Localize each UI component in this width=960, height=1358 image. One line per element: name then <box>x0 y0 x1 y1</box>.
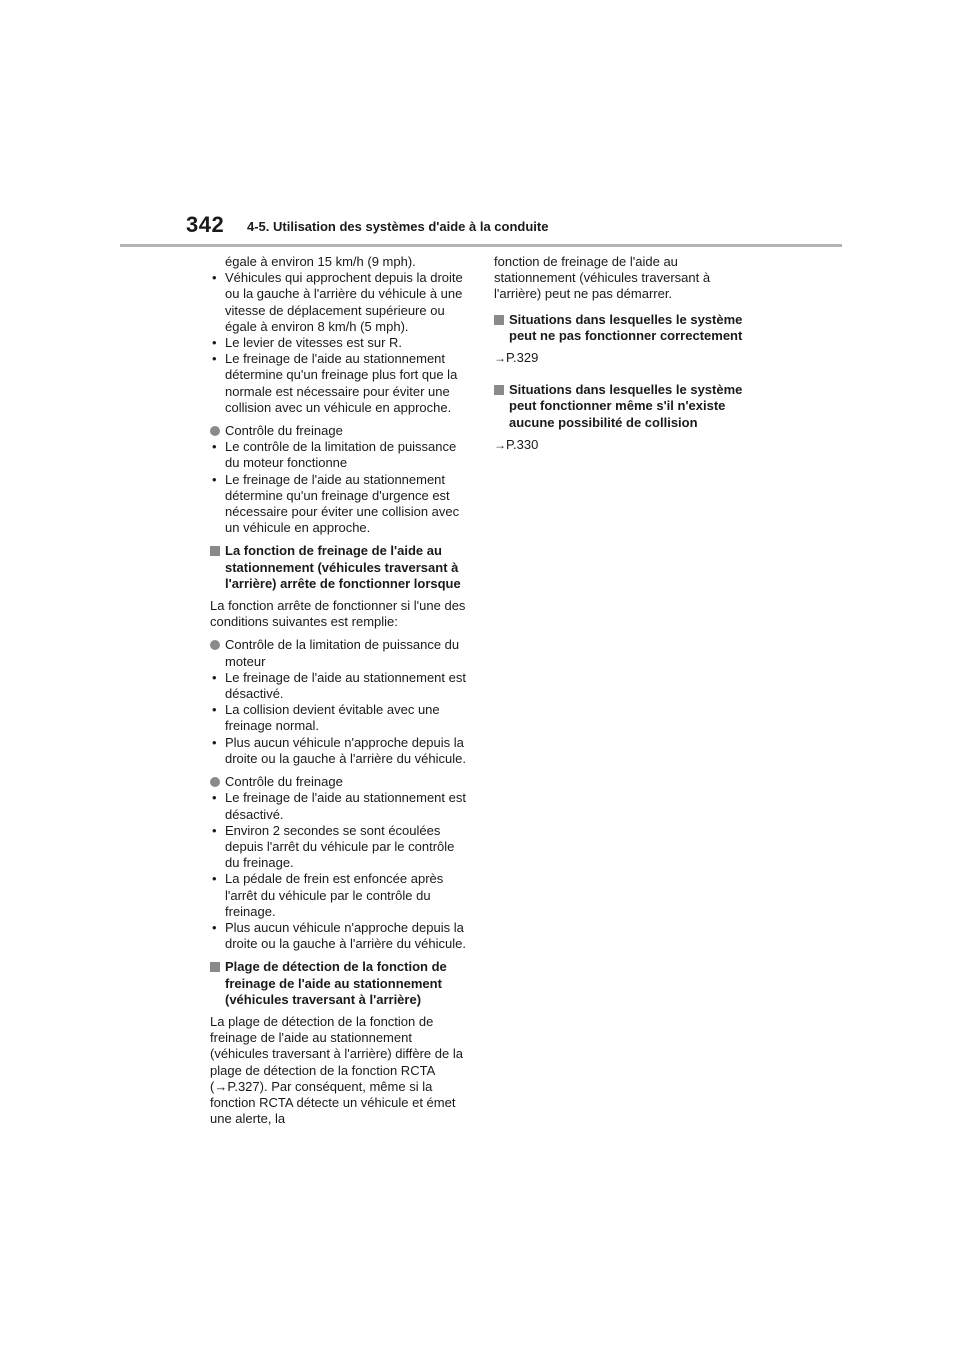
square-bullet-icon <box>494 385 504 395</box>
header-divider <box>120 244 842 247</box>
square-bullet-icon <box>210 546 220 556</box>
working-reference <box>494 437 756 453</box>
list-item-text: La pédale de frein est enfoncée après l'arrêt du véhicule par le contrôle du freinage. <box>225 871 444 919</box>
circle-item-text: Contrôle du freinage <box>225 774 343 790</box>
section-title: 4-5. Utilisation des systèmes d'aide à la conduite <box>247 219 549 234</box>
bullet-icon: • <box>212 871 217 887</box>
list-item-text: Le freinage de l'aide au stationnement est désactivé. <box>225 669 466 702</box>
bullet-icon: • <box>212 919 217 935</box>
range-text-part: ). Par conséquent, même si la fonction RCTA détecte un véhicule et émet une alerte, la <box>210 1078 456 1127</box>
heading-text: Plage de détection de la fonction de freinage de l'aide au stationnement (véhicules traversant à l'arrière) <box>225 959 447 1007</box>
list-item <box>210 335 472 351</box>
list-item <box>210 351 472 416</box>
circle-bullet-icon <box>210 777 220 787</box>
bullet-icon: • <box>212 439 217 455</box>
list-item <box>210 270 472 335</box>
circle-item-label <box>210 637 472 669</box>
list-item-text: Le freinage de l'aide au stationnement détermine qu'un freinage d'urgence est nécessaire pour éviter une collision avec un véhicule en approche. <box>225 471 460 536</box>
list-item-text: Le levier de vitesses est sur R. <box>225 335 403 351</box>
list-item <box>210 790 472 822</box>
bullet-icon: • <box>212 669 217 685</box>
bullet-icon: • <box>212 790 217 806</box>
list-item <box>210 735 472 767</box>
bullet-icon: • <box>212 335 217 351</box>
continuation-text: fonction de freinage de l'aide au stationnement (véhicules traversant à l'arrière) peut ne pas démarrer. <box>494 254 711 302</box>
stop-heading <box>210 543 472 592</box>
bullet-icon: • <box>212 822 217 838</box>
arrow-right-icon: → <box>494 351 506 366</box>
list-item <box>210 472 472 537</box>
arrow-right-icon: → <box>494 437 506 452</box>
circle-bullet-icon <box>210 640 220 650</box>
brake-control-block-1 <box>210 423 472 536</box>
list-item <box>210 702 472 734</box>
bullet-icon: • <box>212 734 217 750</box>
bullet-icon: • <box>212 270 217 286</box>
left-column <box>210 254 472 1134</box>
circle-item-text: Contrôle du freinage <box>225 423 343 439</box>
brake-control-block-2 <box>210 774 472 952</box>
circle-item-label <box>210 423 472 439</box>
intro-continuation: égale à environ 15 km/h (9 mph). <box>225 254 416 269</box>
working-heading <box>494 382 756 431</box>
heading-text: Situations dans lesquelles le système peut ne pas fonctionner correctement <box>509 311 743 343</box>
engine-limit-bullets <box>210 670 472 767</box>
list-item <box>210 920 472 952</box>
range-heading <box>210 959 472 1008</box>
page-reference-link[interactable]: P.330 <box>506 436 539 452</box>
circle-bullet-icon <box>210 426 220 436</box>
arrow-right-icon: → <box>214 1078 228 1094</box>
brake-control-2-bullets <box>210 790 472 952</box>
range-text <box>210 1014 472 1127</box>
list-item-text: Plus aucun véhicule n'approche depuis la droite ou la gauche à l'arrière du véhicule. <box>225 919 466 952</box>
bullet-icon: • <box>212 471 217 487</box>
heading-text: La fonction de freinage de l'aide au stationnement (véhicules traversant à l'arrière) arrête de fonctionner lorsque <box>225 543 461 591</box>
intro-bullet-list <box>210 270 472 416</box>
bullet-icon: • <box>212 702 217 718</box>
page-reference-link[interactable]: P.329 <box>506 350 539 366</box>
square-bullet-icon <box>210 962 220 972</box>
not-working-reference <box>494 350 756 366</box>
not-working-heading <box>494 312 756 344</box>
heading-text: Situations dans lesquelles le système peut fonctionner même s'il n'existe aucune possibilité de collision <box>509 382 743 430</box>
engine-limit-block <box>210 637 472 767</box>
list-item <box>210 439 472 471</box>
list-item-text: Le contrôle de la limitation de puissance du moteur fonctionne <box>225 439 457 471</box>
range-text-part: La plage de détection de la fonction de freinage de l'aide au stationnement (véhicules traversant à l'arrière) diffère de la plage de détection de la fonction RCTA ( <box>210 1013 463 1094</box>
list-item-text: Plus aucun véhicule n'approche depuis la droite ou la gauche à l'arrière du véhicule. <box>225 734 466 766</box>
right-column <box>494 254 756 469</box>
list-item-text: La collision devient évitable avec une freinage normal. <box>225 702 440 734</box>
square-bullet-icon <box>494 315 504 325</box>
list-item-text: Véhicules qui approchent depuis la droite ou la gauche à l'arrière du véhicule à une vitesse de déplacement supérieure ou égale à environ 8 km/h (5 mph). <box>225 270 463 334</box>
list-item <box>210 823 472 872</box>
page-reference-link[interactable]: P.327 <box>227 1078 260 1094</box>
list-item <box>210 670 472 702</box>
list-item-text: Le freinage de l'aide au stationnement détermine qu'un freinage plus fort que la normale est nécessaire pour éviter une collision avec un véhicule en approche. <box>225 351 458 415</box>
circle-item-text: Contrôle de la limitation de puissance du moteur <box>225 637 460 669</box>
list-item-text: Environ 2 secondes se sont écoulées depuis l'arrêt du véhicule par le contrôle du freinage. <box>225 822 455 871</box>
bullet-icon: • <box>212 351 217 367</box>
circle-item-label <box>210 774 472 790</box>
stop-text: La fonction arrête de fonctionner si l'une des conditions suivantes est remplie: <box>210 598 466 630</box>
page-number: 342 <box>186 212 225 237</box>
list-item <box>210 871 472 920</box>
list-item-text: Le freinage de l'aide au stationnement est désactivé. <box>225 790 466 822</box>
brake-control-1-bullets <box>210 439 472 536</box>
